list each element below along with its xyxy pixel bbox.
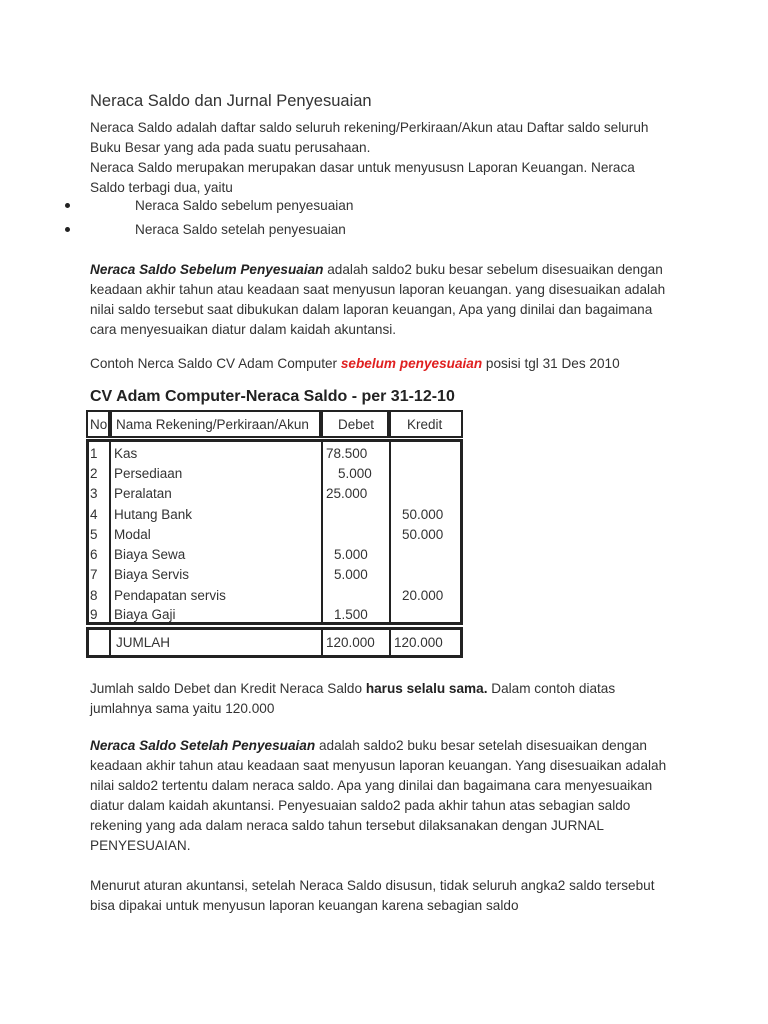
- row-no: 1: [90, 446, 98, 461]
- row-no: 3: [90, 486, 98, 501]
- row-name: Modal: [114, 527, 151, 542]
- total-label: JUMLAH: [116, 635, 171, 650]
- row-no: 9: [90, 607, 98, 622]
- row-debet: 5.000: [334, 547, 368, 562]
- section-before-term: Neraca Saldo Sebelum Penyesuaian: [90, 262, 324, 277]
- example-paragraph: [90, 354, 670, 374]
- column-divider: [109, 439, 111, 625]
- row-name: Peralatan: [114, 486, 172, 501]
- row-debet: 78.500: [326, 446, 368, 461]
- row-kredit: 20.000: [402, 588, 444, 603]
- row-no: 6: [90, 547, 98, 562]
- row-kredit: 50.000: [402, 507, 444, 522]
- column-divider: [321, 627, 323, 658]
- example-prefix: Contoh Nerca Saldo CV Adam Computer: [90, 356, 341, 371]
- row-name: Pendapatan servis: [114, 588, 226, 603]
- row-name: Biaya Servis: [114, 567, 190, 582]
- column-divider: [389, 439, 391, 625]
- row-name: Biaya Sewa: [114, 547, 186, 562]
- column-header-kredit: Kredit: [407, 417, 443, 432]
- row-name: Persediaan: [114, 466, 183, 481]
- total-debet: 120.000: [326, 635, 375, 650]
- intro-paragraph-1: Neraca Saldo adalah daftar saldo seluruh rekening/Perkiraan/Akun atau Daftar saldo seluruh Buku Besar yang ada pada suatu perusahaan.: [90, 120, 649, 155]
- row-no: 8: [90, 588, 98, 603]
- list-item-text: Neraca Saldo sebelum penyesuaian: [135, 198, 354, 213]
- row-name: Biaya Gaji: [114, 607, 176, 622]
- column-header-no: No: [90, 417, 108, 432]
- trial-balance-table: [86, 410, 463, 658]
- bullet-icon: [65, 203, 70, 208]
- row-no: 7: [90, 567, 98, 582]
- bullet-icon: [65, 227, 70, 232]
- equal-note-prefix: Jumlah saldo Debet dan Kredit Neraca Saldo: [90, 681, 366, 696]
- equal-note-bold: harus selalu sama.: [365, 681, 488, 696]
- row-no: 2: [90, 466, 98, 481]
- section-before-text: adalah saldo2 buku besar sebelum disesuaikan dengan keadaan akhir tahun atau keadaan saat menyusun laporan keuangan. yang disesuaikan adalah nilai saldo tersebut saat dibukukan dalam laporan keuangan, Apa yang dinilai dan bagaimana cara menyesuaikan diatur dalam kaidah akuntansi.: [90, 262, 666, 337]
- equal-note-paragraph: [90, 679, 670, 719]
- row-debet: 5.000: [338, 466, 372, 481]
- equal-note-suffix: Dalam contoh diatas jumlahnya sama yaitu 120.000: [90, 681, 616, 716]
- example-highlight: sebelum penyesuaian: [340, 356, 483, 371]
- section-after-paragraph: [90, 736, 670, 856]
- column-header-name: Nama Rekening/Perkiraan/Akun: [116, 417, 309, 432]
- example-suffix: posisi tgl 31 Des 2010: [482, 356, 620, 371]
- list-item-text: Neraca Saldo setelah penyesuaian: [135, 222, 346, 237]
- total-kredit: 120.000: [394, 635, 443, 650]
- row-debet: 5.000: [334, 567, 368, 582]
- row-debet: 25.000: [326, 486, 368, 501]
- section-after-text: adalah saldo2 buku besar setelah disesuaikan dengan keadaan akhir tahun atau keadaan saat menyusun laporan keuangan. Yang disesuaikan adalah nilai saldo2 tertentu dalam neraca saldo. Apa yang dinilai dan bagaimana cara menyesuaikan diatur dalam kaidah akuntansi. Penyesuaian saldo2 pada akhir tahun atas sebagian saldo rekening yang ada dalam neraca saldo tahun tersebut dilaksanakan dengan JURNAL PENYESUAIAN.: [90, 738, 667, 853]
- section-after-term: Neraca Saldo Setelah Penyesuaian: [90, 738, 316, 753]
- column-divider: [321, 439, 323, 625]
- row-kredit: 50.000: [402, 527, 444, 542]
- closing-paragraph: Menurut aturan akuntansi, setelah Neraca Saldo disusun, tidak seluruh angka2 saldo tersebut bisa dipakai untuk menyusun laporan keuangan karena sebagian saldo: [90, 878, 655, 913]
- row-no: 4: [90, 507, 98, 522]
- table-title: CV Adam Computer-Neraca Saldo - per 31-12-10: [90, 388, 455, 405]
- row-name: Hutang Bank: [114, 507, 193, 522]
- row-no: 5: [90, 527, 98, 542]
- intro-paragraph-2: Neraca Saldo merupakan merupakan dasar untuk menyususn Laporan Keuangan. Neraca Saldo terbagi dua, yaitu: [90, 160, 635, 195]
- column-divider: [389, 627, 391, 658]
- page-title: Neraca Saldo dan Jurnal Penyesuaian: [90, 92, 372, 110]
- column-divider: [109, 627, 111, 658]
- section-before-paragraph: [90, 260, 670, 340]
- row-debet: 1.500: [334, 607, 368, 622]
- row-name: Kas: [114, 446, 138, 461]
- column-header-debet: Debet: [338, 417, 375, 432]
